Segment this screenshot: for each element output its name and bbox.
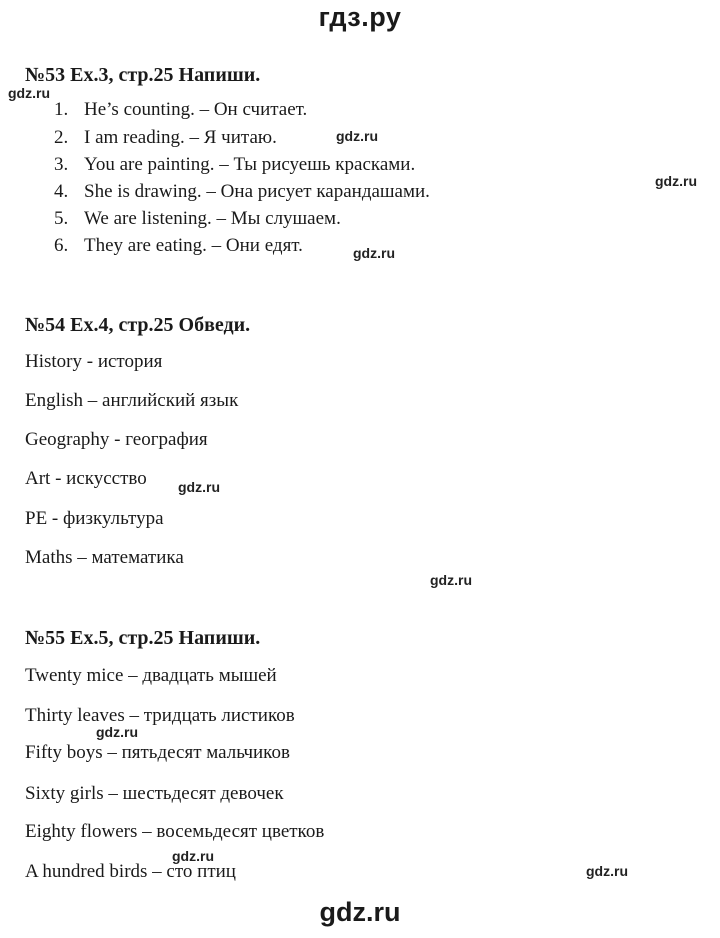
list-item: Geography - география (25, 429, 208, 450)
watermark: gdz.ru (8, 85, 50, 101)
item-number: 3. (54, 154, 69, 175)
item-text: You are painting. – Ты рисуешь красками. (84, 154, 416, 175)
site-header-title: гдз.ру (318, 2, 402, 32)
watermark: gdz.ru (353, 245, 395, 261)
item-number: 5. (54, 208, 69, 229)
list-item (54, 153, 415, 177)
item-number: 2. (54, 127, 69, 148)
item-text: We are listening. – Мы слушаем. (84, 208, 341, 229)
list-item (54, 234, 303, 258)
list-item: Maths – математика (25, 547, 184, 568)
watermark: gdz.ru (96, 724, 138, 740)
watermark: gdz.ru (336, 128, 378, 144)
item-text: They are eating. – Они едят. (84, 235, 303, 256)
watermark: gdz.ru (655, 173, 697, 189)
section-heading-55: №55 Ex.5, стр.25 Напиши. (25, 627, 261, 649)
list-item (54, 180, 430, 204)
list-item: History - история (25, 351, 163, 372)
list-item: English – английский язык (25, 390, 239, 411)
item-number: 4. (54, 181, 69, 202)
list-item: Thirty leaves – тридцать листиков (25, 705, 295, 726)
list-item (54, 207, 341, 231)
item-text: He’s counting. – Он считает. (84, 99, 308, 120)
section-heading-54: №54 Ex.4, стр.25 Обведи. (25, 314, 251, 336)
item-number: 1. (54, 99, 69, 120)
list-item: Twenty mice – двадцать мышей (25, 665, 277, 686)
list-item (54, 98, 307, 122)
list-item (54, 126, 277, 150)
watermark: gdz.ru (172, 848, 214, 864)
watermark: gdz.ru (430, 572, 472, 588)
site-footer-url: gdz.ru (319, 897, 401, 927)
section-heading-53: №53 Ex.3, стр.25 Напиши. (25, 64, 261, 86)
watermark: gdz.ru (178, 479, 220, 495)
list-item: Fifty boys – пятьдесят мальчиков (25, 742, 290, 763)
list-item: Eighty flowers – восемьдесят цветков (25, 821, 325, 842)
list-item: PE - физкультура (25, 508, 164, 529)
item-number: 6. (54, 235, 69, 256)
list-item: Art - искусство (25, 468, 147, 489)
list-item: Sixty girls – шестьдесят девочек (25, 783, 284, 804)
item-text: She is drawing. – Она рисует карандашами. (84, 181, 430, 202)
list-item: A hundred birds – сто птиц (25, 861, 236, 882)
item-text: I am reading. – Я читаю. (84, 127, 277, 148)
watermark: gdz.ru (586, 863, 628, 879)
